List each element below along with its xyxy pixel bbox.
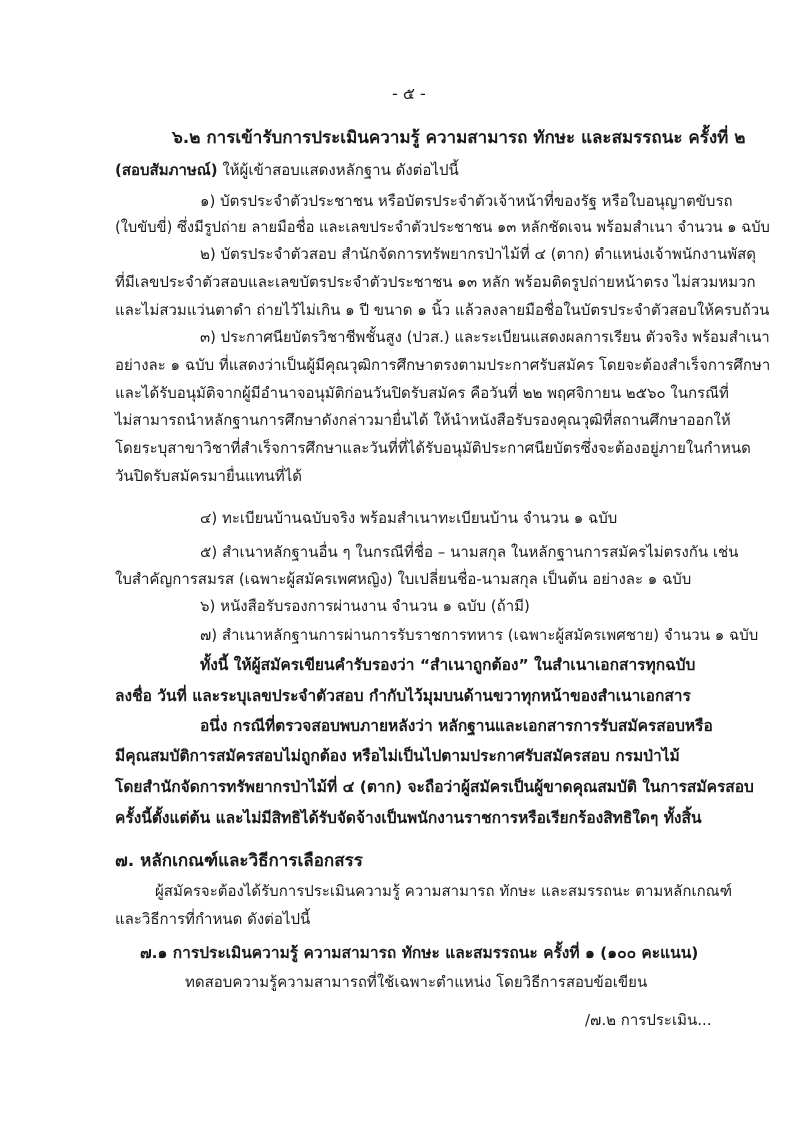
section-7-intro-line: และวิธีการที่กำหนด ดังต่อไปนี้ <box>115 910 311 928</box>
section-7-1-body: ทดสอบความรู้ความสามารถที่ใช้เฉพาะตำแหน่ง โดยวิธีการสอบข้อเขียน <box>185 973 648 991</box>
section-7-1-heading: ๗.๑ การประเมินความรู้ ความสามารถ ทักษะ และสมรรถนะ ครั้งที่ ๑ (๑๐๐ คะแนน) <box>140 944 699 962</box>
heading-rest-text: ให้ผู้เข้าสอบแสดงหลักฐาน ดังต่อไปนี้ <box>217 161 459 179</box>
certification-note-line: ลงชื่อ วันที่ และระบุเลขประจำตัวสอบ กำกับไว้มุมบนด้านขวาทุกหน้าของสำเนาเอกสาร <box>115 687 691 705</box>
list-item-7-line: ๗) สำเนาหลักฐานการผ่านการรับราชการทหาร (เฉพาะผู้สมัครเพศชาย) จำนวน ๑ ฉบับ <box>200 626 759 644</box>
section-6-2-heading-cont <box>115 160 459 180</box>
continuation-note: /๗.๒ การประเมิน... <box>585 1011 712 1029</box>
list-item-3-line: และได้รับอนุมัติจากผู้มีอำนาจอนุมัติก่อนวันปิดรับสมัคร คือวันที่ ๒๒ พฤศจิกายน ๒๕๖๐ ในกรณีที่ <box>115 384 729 402</box>
section-6-2-heading: ๖.๒ การเข้ารับการประเมินความรู้ ความสามารถ ทักษะ และสมรรถนะ ครั้งที่ ๒ <box>172 128 746 148</box>
list-item-3-line: อย่างละ ๑ ฉบับ ที่แสดงว่าเป็นผู้มีคุณวุฒิการศึกษาตรงตามประกาศรับสมัคร โดยจะต้องสำเร็จการศึกษา <box>115 356 771 374</box>
disqualification-note-line: โดยสำนักจัดการทรัพยากรป่าไม้ที่ ๔ (ตาก) จะถือว่าผู้สมัครเป็นผู้ขาดคุณสมบัติ ในการสมัครสอบ <box>115 778 754 796</box>
list-item-2-line: และไม่สวมแว่นตาดำ ถ่ายไว้ไม่เกิน ๑ ปี ขนาด ๑ นิ้ว แล้วลงลายมือชื่อในบัตรประจำตัวสอบให้ครบถ้วน <box>115 301 770 319</box>
list-item-3-line: โดยระบุสาขาวิชาที่สำเร็จการศึกษาและวันที่ที่ได้รับอนุมัติประกาศนียบัตรซึ่งจะต้องอยู่ภายในกำหนด <box>115 439 751 457</box>
list-item-1-line: (ใบขับขี่) ซึ่งมีรูปถ่าย ลายมือชื่อ และเลขประจำตัวประชาชน ๑๓ หลักชัดเจน พร้อมสำเนา จำนวน ๑ ฉบับ <box>115 218 770 236</box>
list-item-5-line: ใบสำคัญการสมรส (เฉพาะผู้สมัครเพศหญิง) ใบเปลี่ยนชื่อ-นามสกุล เป็นต้น อย่างละ ๑ ฉบับ <box>115 570 692 588</box>
interview-label: (สอบสัมภาษณ์) <box>115 161 218 179</box>
list-item-1-line: ๑) บัตรประจำตัวประชาชน หรือบัตรประจำตัวเจ้าหน้าที่ของรัฐ หรือใบอนุญาตขับรถ <box>200 192 733 210</box>
list-item-3-line: ไม่สามารถนำหลักฐานการศึกษาดังกล่าวมายื่นได้ ให้นำหนังสือรับรองคุณวุฒิที่สถานศึกษาออกให้ <box>115 411 731 429</box>
section-7-heading: ๗. หลักเกณฑ์และวิธีการเลือกสรร <box>115 851 363 871</box>
list-item-2-line: ที่มีเลขประจำตัวสอบและเลขบัตรประจำตัวประชาชน ๑๓ หลัก พร้อมติดรูปถ่ายหน้าตรง ไม่สวมหมวก <box>115 273 756 291</box>
list-item-3-line: ๓) ประกาศนียบัตรวิชาชีพชั้นสูง (ปวส.) และระเบียนแสดงผลการเรียน ตัวจริง พร้อมสำเนา <box>200 328 770 346</box>
list-item-5-line: ๕) สำเนาหลักฐานอื่น ๆ ในกรณีที่ชื่อ – นามสกุล ในหลักฐานการสมัครไม่ตรงกัน เช่น <box>200 543 739 561</box>
list-item-4-line: ๔) ทะเบียนบ้านฉบับจริง พร้อมสำเนาทะเบียนบ้าน จำนวน ๑ ฉบับ <box>200 509 618 527</box>
disqualification-note-line: มีคุณสมบัติการสมัครสอบไม่ถูกต้อง หรือไม่เป็นไปตามประกาศรับสมัครสอบ กรมป่าไม้ <box>115 747 680 765</box>
list-item-2-line: ๒) บัตรประจำตัวสอบ สำนักจัดการทรัพยากรป่าไม้ที่ ๔ (ตาก) ตำแหน่งเจ้าพนักงานพัสดุ <box>200 245 756 263</box>
disqualification-note-line: อนึ่ง กรณีที่ตรวจสอบพบภายหลังว่า หลักฐานและเอกสารการรับสมัครสอบหรือ <box>200 717 713 735</box>
list-item-3-line: วันปิดรับสมัครมายื่นแทนที่ได้ <box>115 467 302 485</box>
page-number: - ๕ - <box>392 84 426 103</box>
section-7-intro-line: ผู้สมัครจะต้องได้รับการประเมินความรู้ ความสามารถ ทักษะ และสมรรถนะ ตามหลักเกณฑ์ <box>155 882 733 900</box>
disqualification-note-line: ครั้งนี้ตั้งแต่ต้น และไม่มีสิทธิได้รับจัดจ้างเป็นพนักงานราชการหรือเรียกร้องสิทธิใดๆ ทั้งสิ้น <box>115 809 702 827</box>
certification-note-line: ทั้งนี้ ให้ผู้สมัครเขียนคำรับรองว่า “สำเนาถูกต้อง” ในสำเนาเอกสารทุกฉบับ <box>200 656 696 674</box>
list-item-6-line: ๖) หนังสือรับรองการผ่านงาน จำนวน ๑ ฉบับ (ถ้ามี) <box>200 597 530 615</box>
